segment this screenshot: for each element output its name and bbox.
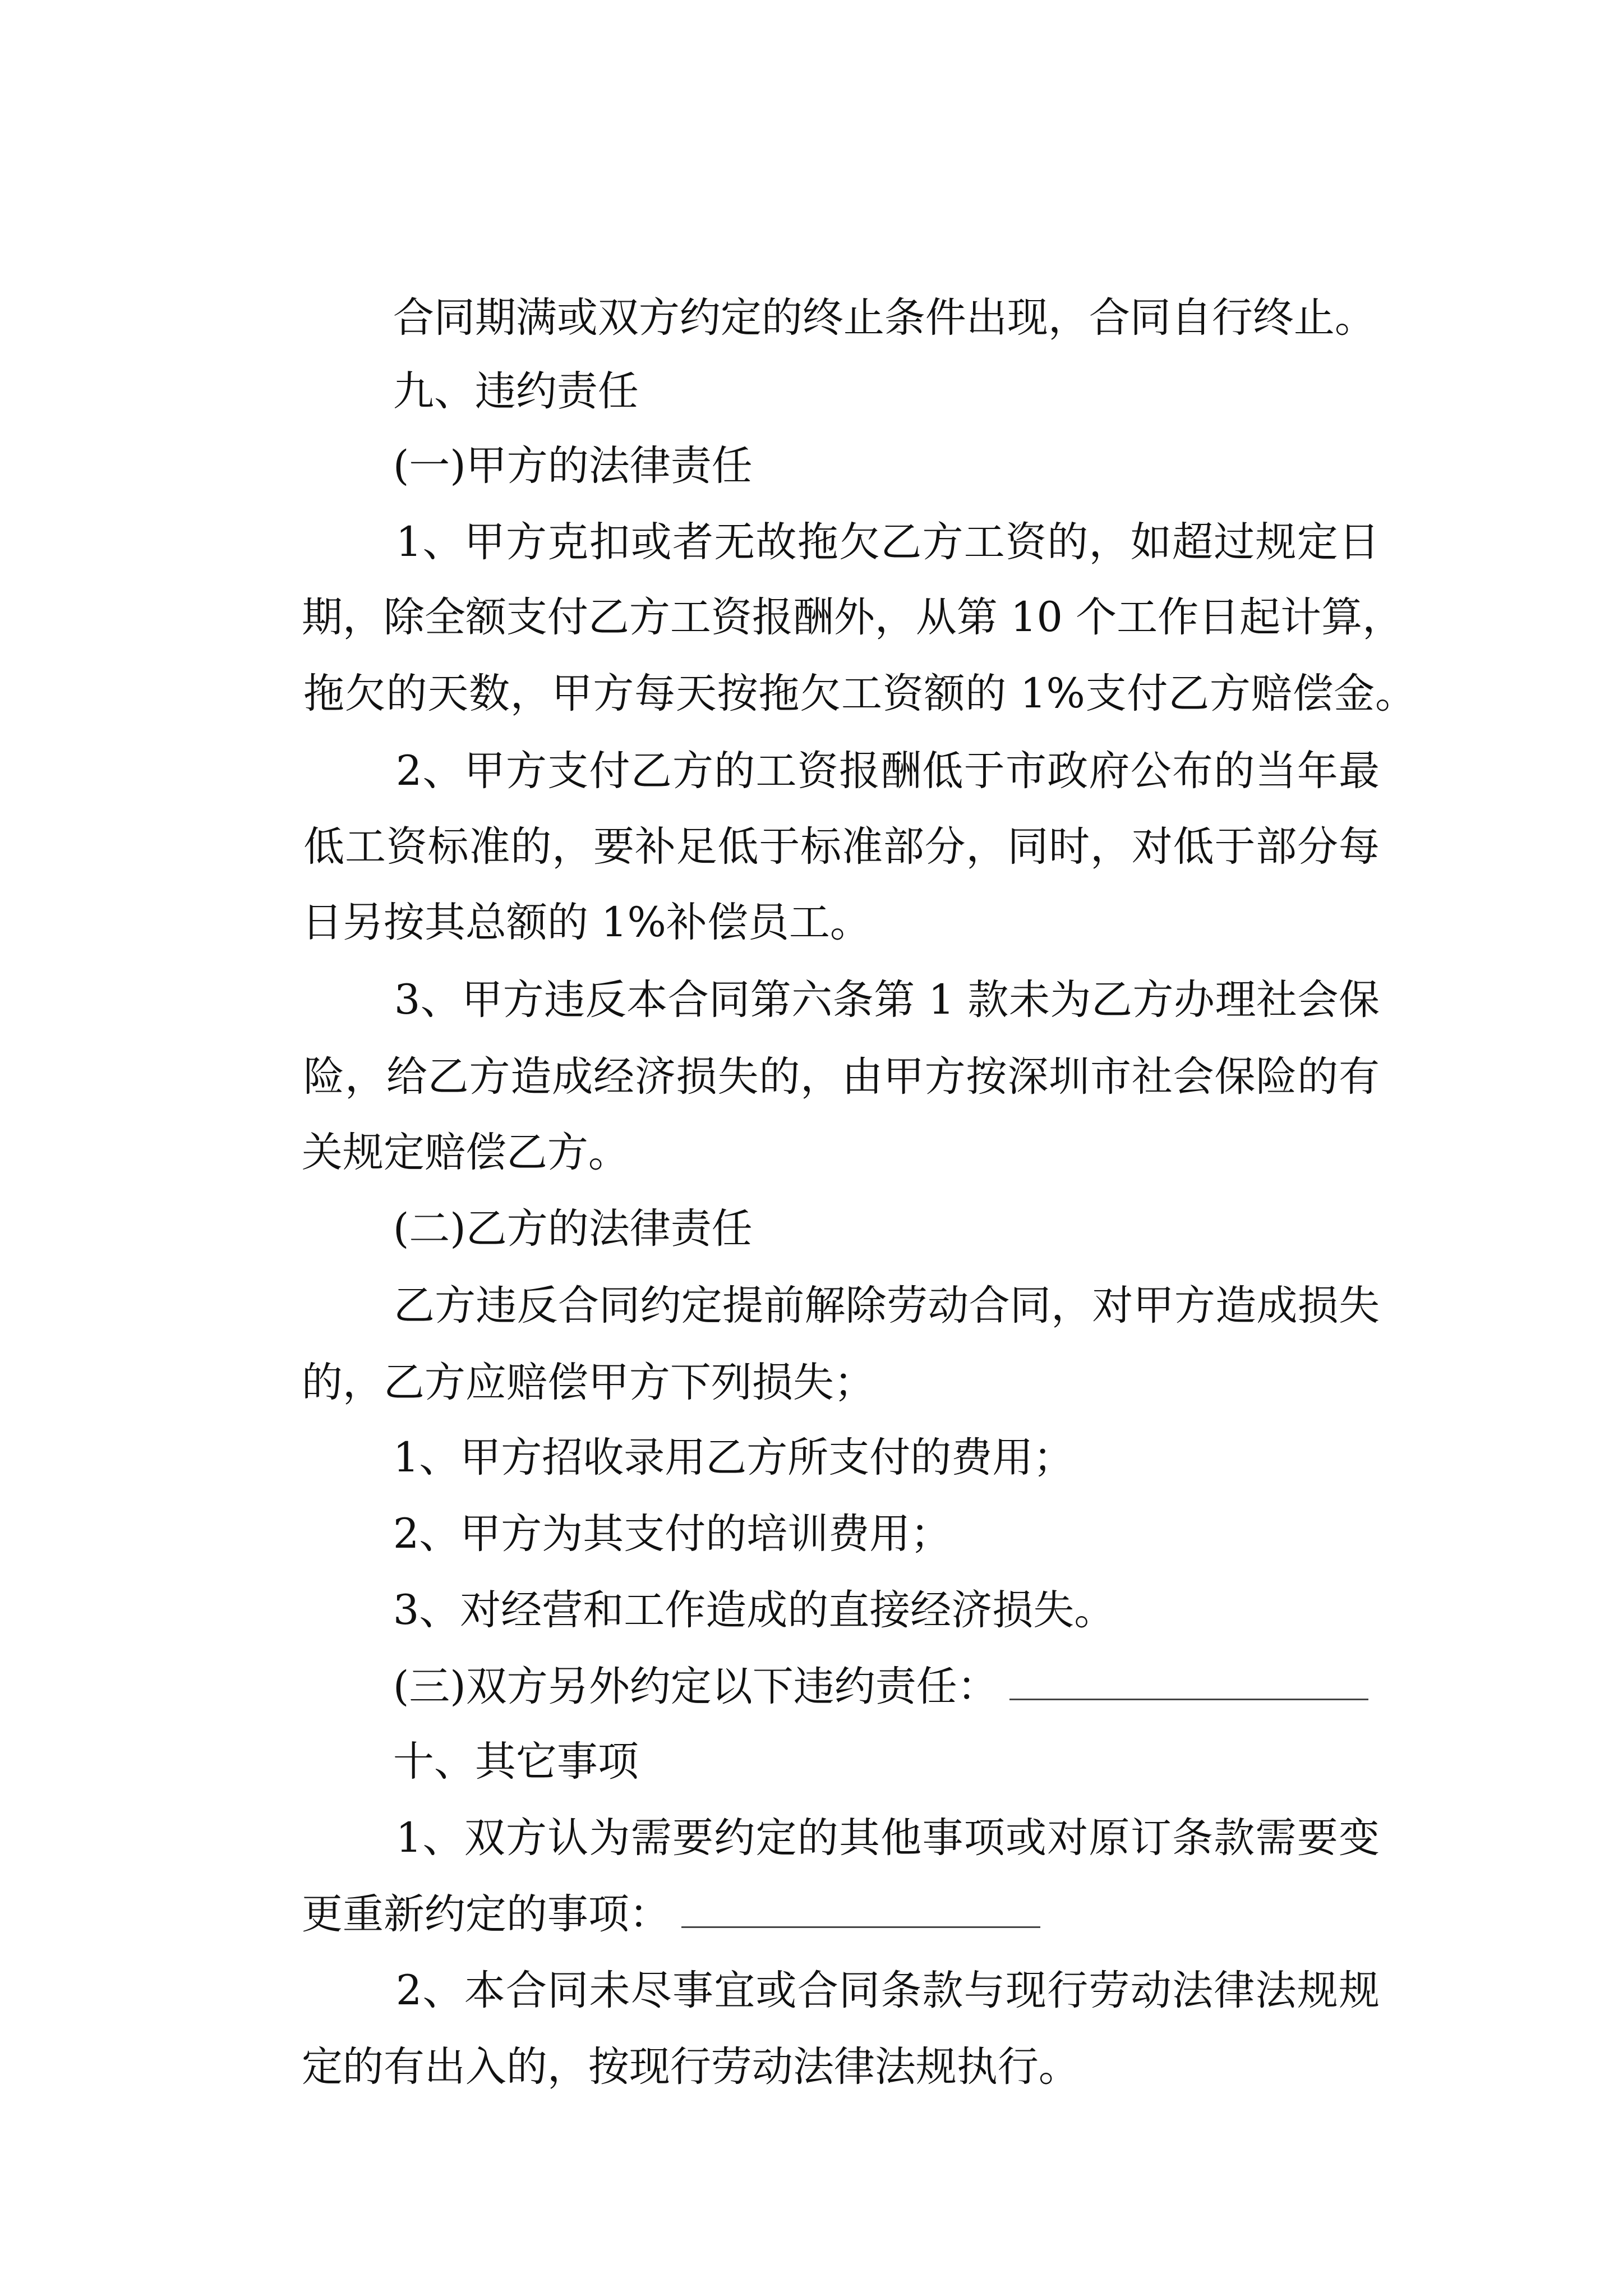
- line-text: 十、其它事项: [393, 1738, 639, 1786]
- paragraph-line: [250, 738, 1380, 871]
- paragraph-line: [250, 585, 1416, 717]
- paragraph-line: [250, 1043, 1623, 1176]
- line-text: (二)乙方的法律责任: [393, 1205, 753, 1253]
- subsection-heading: [341, 357, 1623, 490]
- line-text: (三)双方另外约定以下违约责任：: [393, 1663, 998, 1710]
- paragraph-line: [250, 1958, 1623, 2091]
- line-text: 低工资标准的，要补足低于标准部分，同时，对低于部分每: [303, 823, 1380, 871]
- paragraph-line: [250, 508, 1404, 641]
- list-item: [341, 1501, 1623, 1634]
- paragraph-line: [341, 1197, 1380, 1329]
- paragraph-line: [341, 209, 1479, 342]
- line-text: 合同期满或双方约定的终止条件出现，合同自行终止。: [393, 294, 1376, 342]
- paragraph-line: [250, 1805, 1623, 1938]
- line-text: 2、本合同未尽事宜或合同条款与现行劳动法律法规规: [395, 1967, 1380, 2014]
- paragraph-line: [250, 813, 1623, 946]
- line-text: 1、甲方克扣或者无故拖欠乙方工资的，如超过规定日: [395, 518, 1380, 566]
- line-text: 日另按其总额的 1%补偿员工。: [301, 899, 871, 946]
- line-text: 3、甲方违反本合同第六条第 1 款未为乙方办理社会保: [394, 976, 1380, 1024]
- line-text: 3、对经营和工作造成的直接经济损失。: [393, 1586, 1115, 1634]
- list-item: [341, 1349, 1623, 1481]
- line-text: 1、双方认为需要约定的其他事项或对原订条款需要变: [395, 1814, 1380, 1862]
- line-text: 期，除全额支付乙方工资报酬外，从第 10 个工作日起计算，: [301, 593, 1404, 641]
- subsection-heading: [341, 1577, 1623, 1710]
- paragraph-line: [341, 1729, 1380, 1862]
- line-text: 1、甲方招收录用乙方所支付的费用；: [393, 1434, 1075, 1481]
- section-heading-10: [341, 1653, 1623, 1786]
- line-text: 定的有出入的，按现行劳动法律法规执行。: [301, 2043, 1080, 2091]
- line-text: 关规定赔偿乙方。: [301, 1129, 629, 1176]
- line-text: 2、甲方为其支付的培训费用；: [393, 1510, 952, 1558]
- line-text: 乙方违反合同约定提前解除劳动合同，对甲方造成损失: [393, 1282, 1380, 1329]
- line-text: 更重新约定的事项：: [301, 1890, 670, 1938]
- paragraph-line: [341, 1881, 1380, 2014]
- paragraph-line: [250, 1273, 1623, 1406]
- line-text: 九、违约责任: [393, 367, 639, 415]
- subsection-heading: [341, 1120, 1623, 1253]
- paragraph-line: [341, 662, 1380, 795]
- line-text: 险，给乙方造成经济损失的，由甲方按深圳市社会保险的有: [303, 1053, 1380, 1101]
- line-text: 2、甲方支付乙方的工资报酬低于市政府公布的当年最: [395, 747, 1380, 795]
- paragraph-line: [341, 433, 1380, 566]
- line-text: (一)甲方的法律责任: [393, 442, 753, 490]
- section-heading-9: [341, 282, 1623, 415]
- paragraph-line: [250, 968, 1380, 1101]
- line-text: 拖欠的天数，甲方每天按拖欠工资额的 1%支付乙方赔偿金。: [303, 670, 1416, 717]
- paragraph-line: [341, 891, 1380, 1024]
- list-item: [341, 1425, 1623, 1558]
- line-text: 的，乙方应赔偿甲方下列损失；: [301, 1359, 875, 1406]
